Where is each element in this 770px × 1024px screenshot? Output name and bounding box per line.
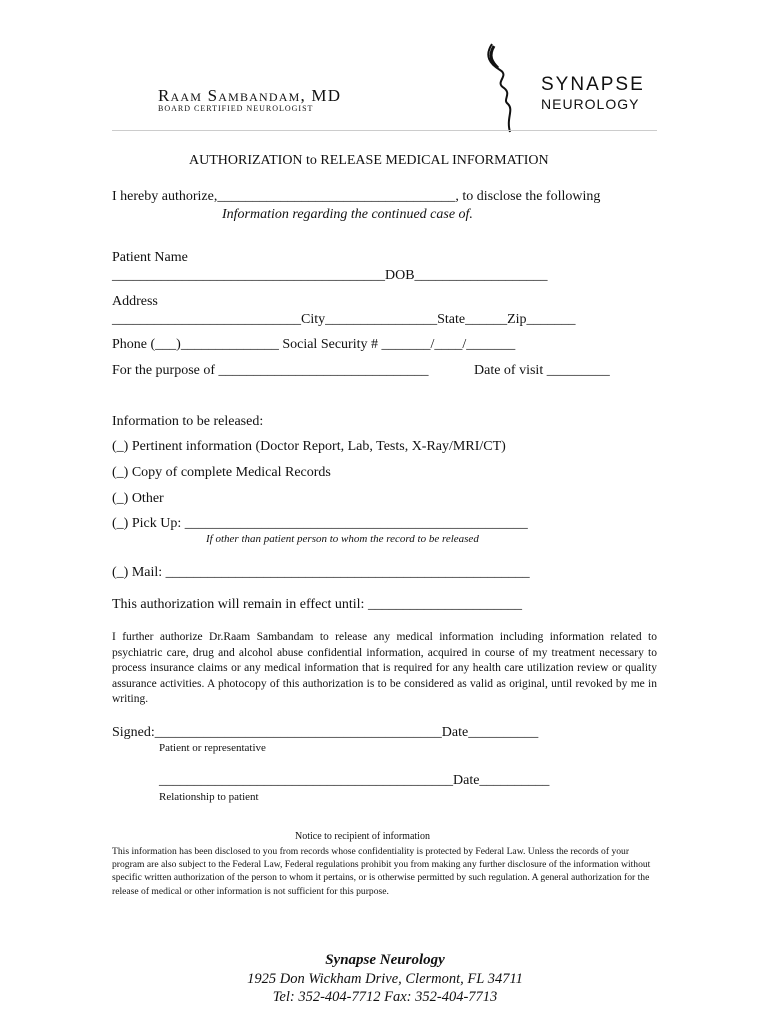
- footer-address: 1925 Don Wickham Drive, Clermont, FL 34711: [247, 971, 523, 987]
- patient-name-dob-field[interactable]: _______________________________________DOB___________________: [112, 268, 548, 283]
- info-heading: Information to be released:: [112, 414, 264, 429]
- signature-caption: Patient or representative: [159, 742, 266, 754]
- purpose-field[interactable]: For the purpose of ______________________________: [112, 363, 429, 378]
- option-pick-up[interactable]: (_) Pick Up: _________________________________________________: [112, 516, 528, 531]
- option-mail[interactable]: (_) Mail: ____________________________________________________: [112, 565, 530, 580]
- notice-title: Notice to recipient of information: [295, 831, 430, 842]
- brand-subname: NEUROLOGY: [541, 96, 640, 112]
- patient-name-label: Patient Name: [112, 250, 188, 265]
- address-label: Address: [112, 294, 158, 309]
- phone-ssn-field[interactable]: Phone (___)______________ Social Security # _______/____/_______: [112, 337, 516, 352]
- form-title: AUTHORIZATION to RELEASE MEDICAL INFORMATION: [189, 153, 549, 168]
- date-of-visit-field[interactable]: Date of visit _________: [474, 363, 610, 378]
- pick-up-note: If other than patient person to whom the record to be released: [206, 533, 479, 545]
- relationship-field[interactable]: __________________________________________Date__________: [159, 773, 550, 788]
- option-other[interactable]: (_) Other: [112, 491, 164, 506]
- authorization-paragraph: I further authorize Dr.Raam Sambandam to release any medical information including information related to psychiatric care, drug and alcohol abuse confidential information, acquired in course of my treatment necessary to process insurance claims or any medical information that is required for any health care utilization review or quality assurance activities. A photocopy of this authorization is to be considered as valid as original, until revoked by me in writing.: [112, 631, 657, 705]
- brand-name: SYNAPSE: [541, 74, 645, 95]
- authorize-line[interactable]: I hereby authorize,__________________________________, to disclose the following: [112, 189, 601, 204]
- notice-text: This information has been disclosed to you from records whose confidentiality is protected by Federal Law. Unless the records of your program are also subject to the Federal Law, Federal regulations prohibit you from making any further disclosure of the information without specific written authorization of the person to whom it pertains, or is otherwise permitted by such regulation. A general authorization for the release of medical or other information is not sufficient for this purpose.: [112, 846, 651, 897]
- address-field[interactable]: ___________________________City________________State______Zip_______: [112, 312, 576, 327]
- footer-phone: Tel: 352-404-7712 Fax: 352-404-7713: [272, 989, 498, 1005]
- synapse-logo-icon: [480, 42, 520, 134]
- effect-until-field[interactable]: This authorization will remain in effect until: ______________________: [112, 597, 522, 612]
- option-pertinent-info[interactable]: (_) Pertinent information (Doctor Report, Lab, Tests, X-Ray/MRI/CT): [112, 439, 506, 454]
- footer-practice-name: Synapse Neurology: [325, 952, 445, 968]
- option-complete-records[interactable]: (_) Copy of complete Medical Records: [112, 465, 331, 480]
- signature-field[interactable]: Signed:_________________________________________Date__________: [112, 725, 539, 740]
- doctor-name: Raam Sambandam, MD: [158, 86, 342, 105]
- doctor-subtitle: BOARD CERTIFIED NEUROLOGIST: [158, 104, 314, 113]
- header-divider: [112, 130, 657, 131]
- relationship-caption: Relationship to patient: [159, 791, 259, 803]
- authorize-subline: Information regarding the continued case of.: [222, 207, 473, 222]
